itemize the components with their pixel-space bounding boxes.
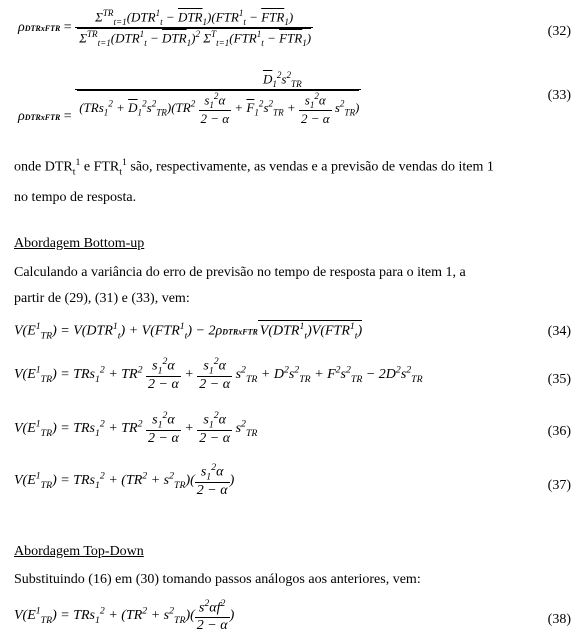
equation-32: ρDTRxFTR = $\frac{\Sigma^{TR}_{t=1}(DTR^1_t - \overline{DTR}_1)(FTR^1_t - \overline{FTR}_1)}{\Sigma^{TR}_{t=1}(DTR^1_t - \overline{DTR}_1)^2 \Sigma^T_{t=1}(FTR^1_t - \overline{FTR}_1)}$ bbox=[18, 8, 312, 48]
equation-33: $\rho_{DTRxFTR}$ = $\overline{D}_1^2s^2_{TR}$ $(TRs_1^2 + \overline{D}_1^2s^2_{TR})(TR^2$ $\frac{s_1^2\alpha}{2 - \alpha}$ + $\overline{F}_1^2s^2_{TR}$ + $\frac{s_1^2\alpha}{2 - \alpha}$ $s^2_{TR}$) bbox=[18, 70, 360, 126]
section-heading-bottom-up: Abordagem Bottom-up bbox=[14, 236, 145, 251]
equation-34: $V(E^1_{TR}) = V(DTR^1_t) + V(FTR^1_t)$ − 2ρDTRxFTR $V(DTR^1_t)V(FTR^1_t)$ bbox=[14, 321, 363, 342]
equation-36: $V(E^1_{TR}) = TRs_1^2 + TR^2$ $\frac{s_1^2\alpha}{2 - \alpha}$ + $\frac{s_1^2\alpha}{2 - \alpha}$ $s^2_{TR}$ bbox=[14, 410, 258, 447]
equation-number-38: (38) bbox=[547, 612, 571, 627]
paragraph-2: Calculando a variância do erro de previsão no tempo de resposta para o item 1, a partir de (29), (31) e (33), vem: bbox=[14, 265, 466, 306]
equation-37: $V(E^1_{TR}) = TRs_1^2 + (TR^2 + s^2_{TR})$( $\frac{s_1^2\alpha}{2 - \alpha}$ ) bbox=[14, 462, 235, 499]
equation-number-37: (37) bbox=[547, 478, 571, 493]
paragraph-1: onde $DTR_t^1$ e $FTR_t^1$ são, respectivamente, as vendas e a previsão de vendas do item 1 no tempo de resposta. bbox=[14, 157, 494, 206]
equation-number-32: (32) bbox=[547, 24, 571, 39]
equation-number-35: (35) bbox=[547, 372, 571, 387]
section-heading-top-down: Abordagem Top-Down bbox=[14, 544, 144, 559]
paragraph-3: Substituindo (16) em (30) tomando passos análogos aos anteriores, vem: bbox=[14, 572, 421, 587]
equation-number-33: (33) bbox=[547, 88, 571, 103]
equation-number-36: (36) bbox=[547, 424, 571, 439]
equation-38: $V(E^1_{TR}) = TRs_1^2 + (TR^2 + s^2_{TR})$( $\frac{s^2\alpha f^2}{2 - \alpha}$ ) bbox=[14, 598, 235, 633]
equation-number-34: (34) bbox=[547, 324, 571, 339]
equation-35: $V(E^1_{TR}) = TRs_1^2 + TR^2$ $\frac{s_1^2\alpha}{2 - \alpha}$ + $\frac{s_1^2\alpha}{2 - \alpha}$ $s^2_{TR} + D^2s^2_{TR} + F^2s^2_{TR} - 2D^2s^2_{TR}$ bbox=[14, 356, 423, 393]
